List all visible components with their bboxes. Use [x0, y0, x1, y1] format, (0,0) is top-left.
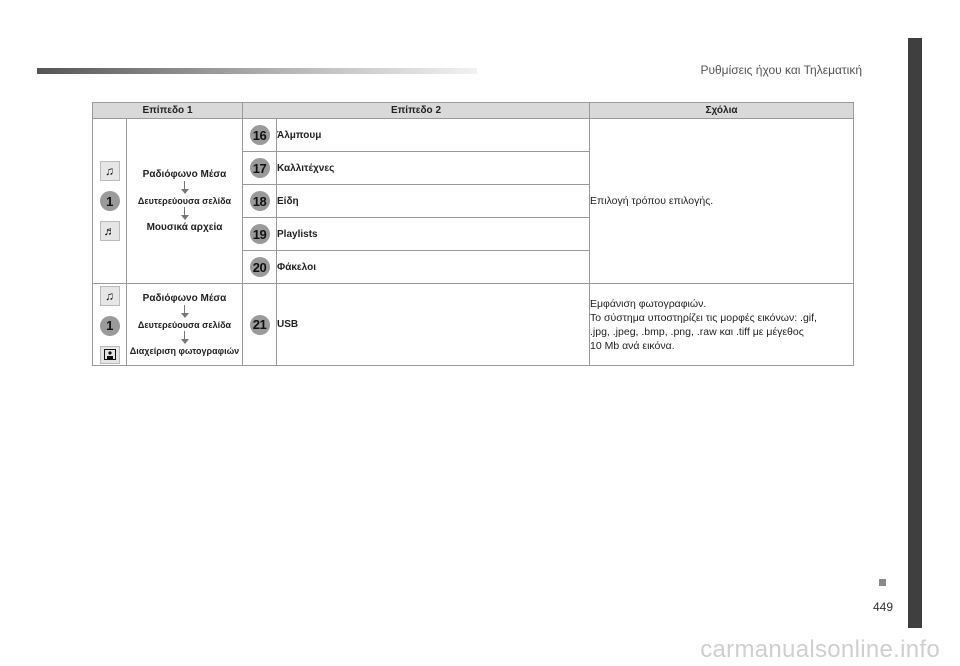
item-label-albums: Άλμπουμ — [277, 119, 590, 152]
watermark: carmanualsonline.info — [700, 636, 940, 663]
header-comments: Σχόλια — [590, 103, 854, 119]
item-label-genres: Είδη — [277, 185, 590, 218]
group1-comment: Επιλογή τρόπου επιλογής. — [590, 119, 854, 284]
comment-line: Το σύστημα υποστηρίζει τις μορφές εικόνων: .gif, — [590, 311, 817, 324]
comment-line: 10 Mb ανά εικόνα. — [590, 339, 675, 352]
item-badge: 21 — [250, 315, 270, 335]
arrow-down-icon — [181, 305, 189, 319]
arrow-down-icon — [181, 181, 189, 195]
page-header-title: Ρυθμίσεις ήχου και Τηλεματική — [700, 63, 862, 77]
header-level1: Επίπεδο 1 — [93, 103, 243, 119]
item-label-usb: USB — [277, 284, 590, 366]
music-note-icon: ♫ — [100, 286, 120, 306]
item-badge: 17 — [250, 158, 270, 178]
path-step-radio-media: Ραδιόφωνο Μέσα — [142, 293, 227, 304]
arrow-down-icon — [181, 207, 189, 221]
item-label-artists: Καλλιτέχνες — [277, 152, 590, 185]
group2-comment — [590, 284, 854, 366]
item-number-cell — [243, 119, 277, 152]
path-step-music-files: Μουσικά αρχεία — [146, 222, 223, 233]
music-note-icon: ♫ — [100, 161, 120, 181]
header-decor-bar — [37, 68, 477, 74]
path-step-secondary-page: Δευτερεύουσα σελίδα — [137, 196, 232, 206]
path-step-secondary-page: Δευτερεύουσα σελίδα — [137, 320, 232, 330]
item-number-cell — [243, 218, 277, 251]
right-edge-band — [908, 38, 922, 628]
item-number-cell — [243, 185, 277, 218]
item-label-folders: Φάκελοι — [277, 251, 590, 284]
path-step-radio-media: Ραδιόφωνο Μέσα — [142, 169, 227, 180]
arrow-down-icon — [181, 331, 189, 345]
item-badge: 19 — [250, 224, 270, 244]
music-notes-icon: ♬ — [100, 221, 120, 241]
item-label-playlists: Playlists — [277, 218, 590, 251]
item-number-cell — [243, 251, 277, 284]
level1-badge: 1 — [100, 191, 120, 211]
page-marker — [879, 579, 886, 586]
group2-path-cell — [127, 284, 243, 366]
item-badge: 20 — [250, 257, 270, 277]
settings-table — [92, 102, 854, 366]
page-number: 449 — [873, 600, 894, 614]
level1-badge: 1 — [100, 316, 120, 336]
group1-icons-cell — [93, 119, 127, 284]
photo-icon — [100, 346, 120, 364]
comment-line: .jpg, .jpeg, .bmp, .png, .raw και .tiff με μέγεθος — [590, 325, 804, 338]
path-step-photo-management: Διαχείριση φωτογραφιών — [129, 346, 240, 356]
item-number-cell — [243, 152, 277, 185]
group1-path-cell — [127, 119, 243, 284]
item-badge: 18 — [250, 191, 270, 211]
header-level2: Επίπεδο 2 — [243, 103, 590, 119]
comment-line: Εμφάνιση φωτογραφιών. — [590, 297, 707, 310]
item-badge: 16 — [250, 125, 270, 145]
item-number-cell — [243, 284, 277, 366]
group2-icons-cell — [93, 284, 127, 366]
